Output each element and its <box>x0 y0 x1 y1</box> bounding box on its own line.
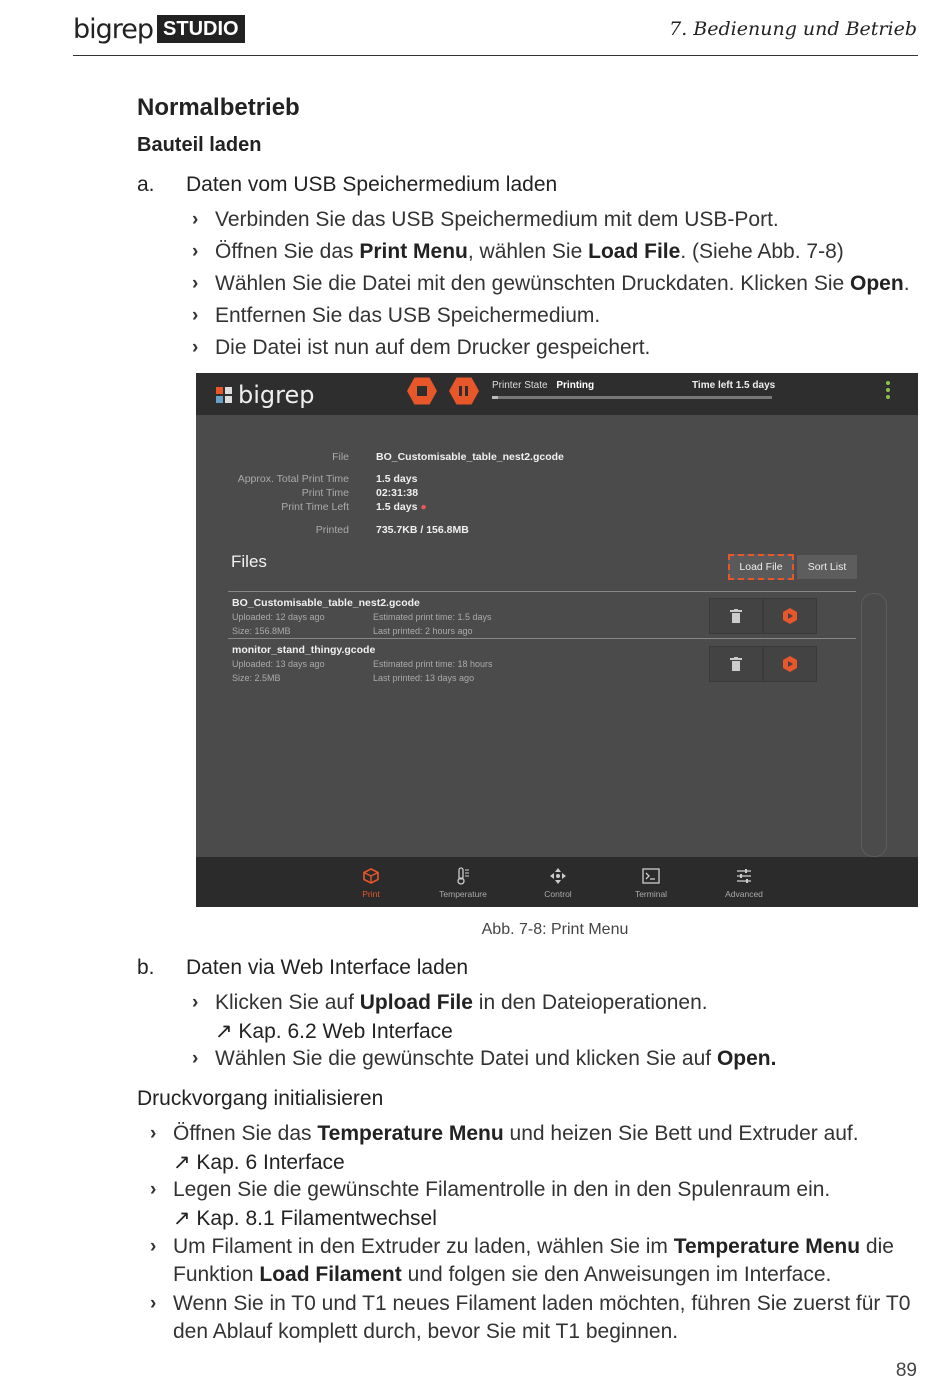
info-label: Print Time <box>301 487 349 499</box>
sliders-icon <box>736 868 752 884</box>
section-heading-text: Daten vom USB Speichermedium laden <box>186 173 558 196</box>
file-name: BO_Customisable_table_nest2.gcode <box>232 597 420 609</box>
bullet-marker: › <box>192 209 199 230</box>
section-subtitle: Bauteil laden <box>137 134 262 156</box>
print-file-button[interactable] <box>763 598 817 634</box>
section-c-heading: Druckvorgang initialisieren <box>137 1087 384 1110</box>
sort-list-button[interactable]: Sort List <box>797 555 857 579</box>
bullet-marker: › <box>192 241 199 262</box>
menu-term: Upload File <box>359 991 473 1014</box>
figure-caption: Abb. 7-8: Print Menu <box>481 921 629 938</box>
bigrep-logo-icon <box>216 387 232 403</box>
more-menu-icon[interactable] <box>886 381 892 402</box>
tab-terminal[interactable] <box>611 857 691 907</box>
list-item-continuation: Funktion Load Filament und folgen sie den Anweisungen im Interface. <box>173 1263 832 1286</box>
status-dot-icon: ● <box>417 501 427 513</box>
load-file-button[interactable]: Load File <box>728 554 794 580</box>
list-item-text: Entfernen Sie das USB Speichermedium. <box>215 304 601 327</box>
file-row[interactable] <box>232 643 692 685</box>
time-left: Time left 1.5 days <box>692 380 776 391</box>
stop-icon <box>416 385 428 397</box>
menu-term: Temperature Menu <box>673 1235 861 1258</box>
menu-term: Load Filament <box>259 1263 402 1286</box>
file-estimate: Estimated print time: 1.5 days <box>373 612 492 622</box>
bullet-marker: › <box>192 305 199 326</box>
list-item <box>150 1235 930 1263</box>
tab-advanced[interactable] <box>704 857 784 907</box>
section-heading-text: Daten via Web Interface laden <box>186 956 469 979</box>
tab-control[interactable] <box>518 857 598 907</box>
tab-temperature[interactable] <box>423 857 503 907</box>
logo-wordmark: bigrep <box>73 13 154 45</box>
bullet-marker: › <box>150 1293 157 1314</box>
file-last-printed: Last printed: 13 days ago <box>373 673 475 683</box>
file-size: Size: 2.5MB <box>232 673 281 683</box>
play-hex-icon <box>782 608 798 624</box>
list-item <box>192 991 912 1019</box>
pause-icon <box>458 385 470 397</box>
pause-button[interactable] <box>449 376 479 406</box>
list-divider <box>228 591 856 592</box>
cube-icon <box>363 868 379 884</box>
brand-logo <box>73 14 245 44</box>
logo-badge: STUDIO <box>157 15 245 43</box>
trash-icon <box>730 609 742 623</box>
print-progress-bar <box>492 396 772 399</box>
list-item-text: Öffnen Sie das Print Menu, wählen Sie Load File. (Siehe Abb. 7-8) <box>215 240 844 263</box>
list-item-text: Öffnen Sie das Temperature Menu und heizen Sie Bett und Extruder auf. <box>173 1122 859 1145</box>
delete-button[interactable] <box>709 598 763 634</box>
list-item <box>150 1178 930 1206</box>
thermometer-icon <box>455 867 471 885</box>
page-title: Normalbetrieb <box>137 94 300 121</box>
list-divider <box>228 638 856 639</box>
trash-icon <box>730 657 742 671</box>
print-menu-screenshot <box>196 373 918 907</box>
printer-state <box>492 380 594 391</box>
bullet-marker: › <box>150 1123 157 1144</box>
list-item <box>192 1047 912 1075</box>
list-item-text: Die Datei ist nun auf dem Drucker gespeichert. <box>215 336 651 359</box>
bullet-marker: › <box>150 1236 157 1257</box>
files-title: Files <box>231 552 267 571</box>
list-item <box>192 272 912 300</box>
list-item-text: Wählen Sie die gewünschte Datei und klicken Sie auf Open. <box>215 1047 777 1070</box>
section-a-heading <box>137 173 837 201</box>
bullet-marker: › <box>192 273 199 294</box>
app-logo <box>216 381 314 409</box>
info-value: BO_Customisable_table_nest2.gcode <box>376 451 564 463</box>
file-name: monitor_stand_thingy.gcode <box>232 644 376 656</box>
file-uploaded: Uploaded: 12 days ago <box>232 612 325 622</box>
stop-button[interactable] <box>407 376 437 406</box>
menu-term: Load File <box>588 240 681 263</box>
section-letter: b. <box>137 956 155 979</box>
cross-reference[interactable]: ↗ Kap. 8.1 Filamentwechsel <box>173 1207 437 1230</box>
file-uploaded: Uploaded: 13 days ago <box>232 659 325 669</box>
header-divider <box>73 55 918 56</box>
list-item <box>192 240 912 268</box>
printer-state-label: Printer State <box>492 380 548 391</box>
info-value: 02:31:38 <box>376 487 419 499</box>
info-label: Printed <box>315 524 349 536</box>
list-item <box>150 1122 930 1150</box>
list-item-text: Wenn Sie in T0 und T1 neues Filament laden möchten, führen Sie zuerst für T0 <box>173 1292 911 1315</box>
tab-label: Advanced <box>725 889 763 899</box>
menu-term: Open <box>850 272 904 295</box>
menu-term: Temperature Menu <box>317 1122 504 1145</box>
print-file-button[interactable] <box>763 646 817 682</box>
info-value: 1.5 days ● <box>376 501 427 513</box>
list-item-text: Wählen Sie die Datei mit den gewünschten Druckdaten. Klicken Sie Open. <box>215 272 910 295</box>
file-estimate: Estimated print time: 18 hours <box>373 659 493 669</box>
info-label: Approx. Total Print Time <box>237 473 349 485</box>
info-value: 1.5 days <box>376 473 418 485</box>
menu-term: Print Menu <box>359 240 468 263</box>
info-label: Print Time Left <box>281 501 349 513</box>
printer-state-value: Printing <box>556 380 595 391</box>
cross-reference[interactable]: ↗ Kap. 6 Interface <box>173 1151 345 1174</box>
bullet-marker: › <box>192 992 199 1013</box>
play-hex-icon <box>782 656 798 672</box>
tab-label: Control <box>544 889 572 899</box>
list-item <box>192 304 912 332</box>
list-item-text: Legen Sie die gewünschte Filamentrolle in den in den Spulenraum ein. <box>173 1178 831 1201</box>
file-list-scrollbar[interactable] <box>861 593 887 857</box>
tab-print[interactable] <box>331 857 411 907</box>
list-item <box>150 1292 930 1320</box>
tab-label: Terminal <box>634 889 668 899</box>
tab-label: Print <box>362 889 380 899</box>
file-last-printed: Last printed: 2 hours ago <box>373 626 473 636</box>
list-item-text: Um Filament in den Extruder zu laden, wählen Sie im Temperature Menu die <box>173 1235 894 1258</box>
list-item-text: Klicken Sie auf Upload File in den Dateioperationen. <box>215 991 708 1014</box>
bullet-marker: › <box>192 337 199 358</box>
cross-reference[interactable]: ↗ Kap. 6.2 Web Interface <box>215 1020 453 1043</box>
chapter-heading: 7. Bedienung und Betrieb <box>669 18 917 40</box>
list-item-continuation: den Ablauf komplett durch, bevor Sie mit T1 beginnen. <box>173 1320 679 1343</box>
progress-fill <box>492 396 498 399</box>
tab-label: Temperature <box>439 889 487 899</box>
app-tab-bar <box>196 857 918 907</box>
list-item <box>192 208 912 236</box>
menu-term: Open. <box>716 1047 777 1070</box>
terminal-icon <box>642 868 660 884</box>
list-item <box>192 336 912 364</box>
file-row[interactable] <box>232 596 692 638</box>
move-arrows-icon <box>550 868 566 884</box>
delete-button[interactable] <box>709 646 763 682</box>
file-size: Size: 156.8MB <box>232 626 291 636</box>
page-number: 89 <box>895 1360 917 1381</box>
section-letter: a. <box>137 173 155 196</box>
info-value: 735.7KB / 156.8MB <box>376 524 469 536</box>
list-item-text: Verbinden Sie das USB Speichermedium mit dem USB-Port. <box>215 208 779 231</box>
app-logo-text: bigrep <box>238 381 315 409</box>
bullet-marker: › <box>150 1179 157 1200</box>
section-b-heading <box>137 956 837 984</box>
app-top-bar <box>196 373 918 415</box>
info-label: File <box>332 451 349 463</box>
bullet-marker: › <box>192 1048 199 1069</box>
